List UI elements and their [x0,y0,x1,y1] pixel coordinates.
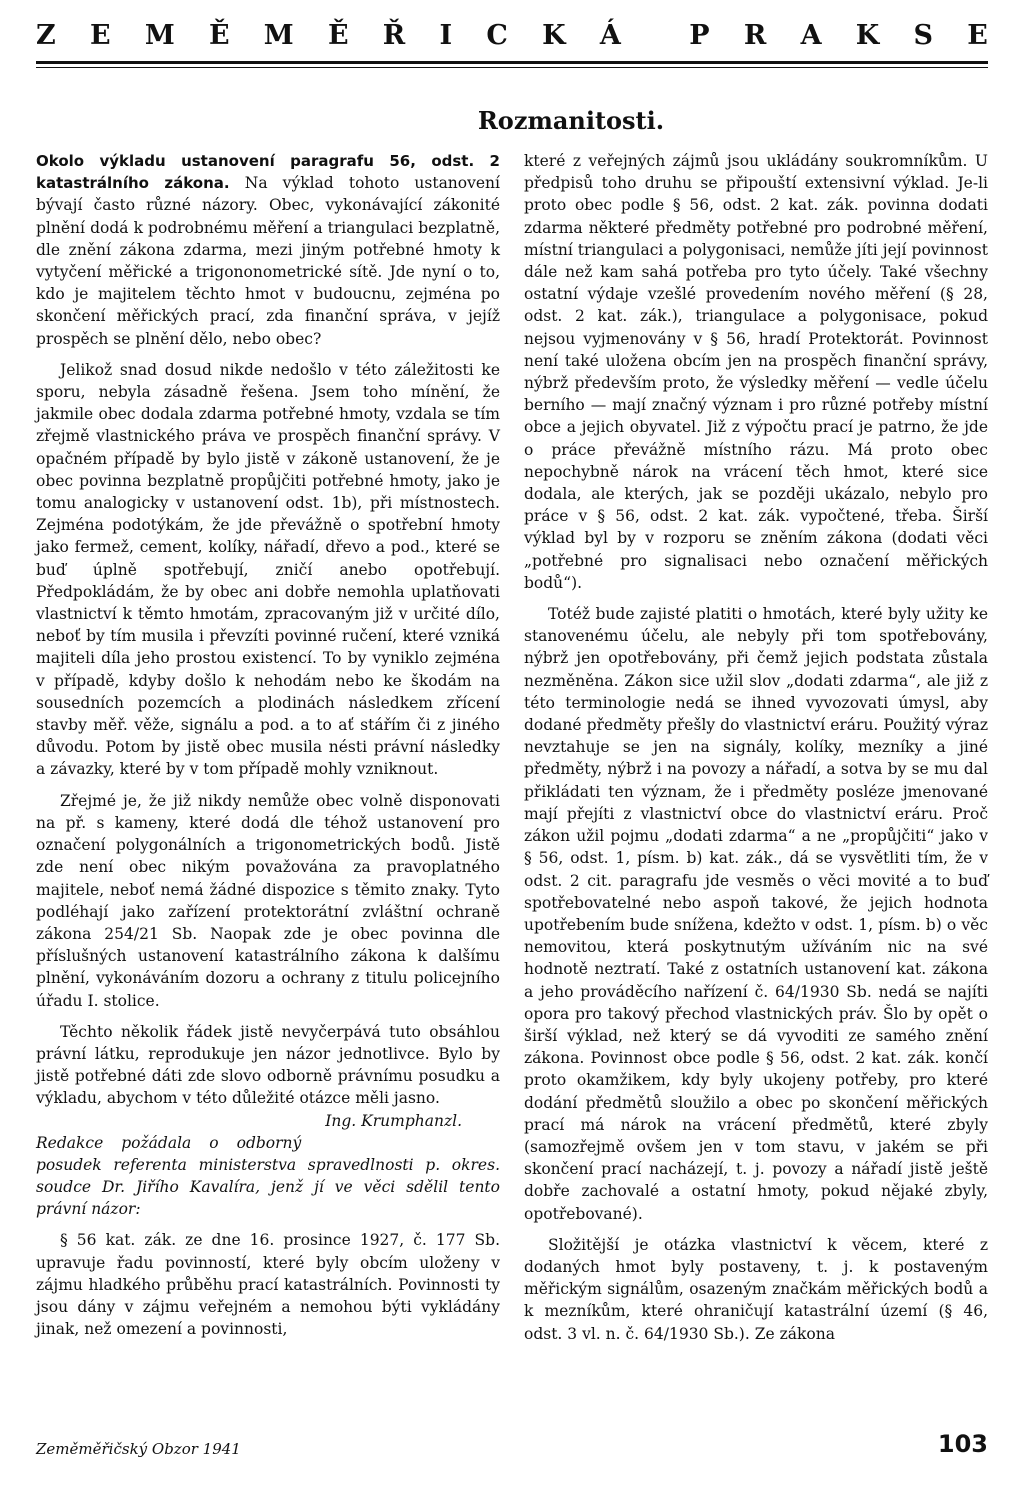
masthead-rule [36,61,988,64]
masthead-rule-thin [36,67,988,68]
right-column [524,150,988,1354]
paragraph: Totéž bude zajisté platiti o hmotách, které byly užity ke stanovenému účelu, ale nebyly při tom spotřebovány, nýbrž jen opotřebovány, při čemž jejich podstata zůstala nezměněna. Zákon sice užil slov „dodati zdarma“, ale již z této terminologie nedá se ihned vyvozovati úmysl, aby dodané předměty přešly do vlastnictví eráru. Použitý výraz nevztahuje se jen na signály, kolíky, mezníky a jiné předměty, nýbrž i na povozy a nářadí, a sotva by se mu dal přikládati ten význam, že i předměty posléze jmenované mají přejíti z vlastnictví obce do vlastnictví eráru. Proč zákon užil pojmu „dodati zdarma“ a ne „propůjčiti“ jako v § 56, odst. 1, písm. b) kat. zák., dá se vysvětliti tím, že v odst. 2 cit. paragrafu jde vesměs o věci movité a to buď spotřebovatelné nebo aspoň takové, že jejich hodnota upotřebením bude snížena, kdežto v odst. 1, písm. b) o věc nemovitou, která poskytnutým užíváním nic na své hodnotě neztratí. Také z ostatních ustanovení kat. zákona a jeho prováděcího nařízení č. 64/1930 Sb. nedá se najíti opora pro takový přechod vlastnických práv. Šlo by opět o širší výklad, než který se dá vyvoditi ze samého znění zákona. Povinnost obce podle § 56, odst. 2 kat. zák. končí proto okamžikem, kdy byly ukojeny potřeby, pro které dodání předmětů sloužilo a obec po skončení měřických prací má nárok na vrácení předmětů, které zbyly (samozřejmě ovšem jen v tom stavu, v jakém se při skončení prací nacházejí, t. j. povozy a nářadí jistě ještě dobře zachovalé a ostatní hmoty, pokud nějaké zbyly, opotřebované). [524,605,988,1223]
paragraph: Složitější je otázka vlastnictví k věcem, které z dodaných hmot byly postaveny, t. j. k postaveným měřickým signálům, osazeným značkám měřických bodů a k mezníkům, které ohraničují katastrální území (§ 46, odst. 3 vl. n. č. 64/1930 Sb.). Ze zákona [524,1235,988,1343]
masthead-letter: Á [599,19,621,51]
paragraph: § 56 kat. zák. ze dne 16. prosince 1927, č. 177 Sb. upravuje řadu povinností, které byly obcím uloženy v zájmu hladkého průběhu prací katastrálních. Povinnosti ty jsou dány v zájmu veřejném a nemohou býti vykládány jinak, než omezení a povinnosti, [36,1231,500,1339]
masthead-letter: K [855,19,880,51]
paragraph [36,150,500,350]
left-column [36,150,500,1349]
masthead-letter: A [800,19,822,51]
masthead-letter: M [263,19,294,51]
masthead-letter: S [913,19,933,51]
article-lead: Okolo výkladu ustanovení paragrafu 56, odst. 2 katastrálního zákona. [36,152,500,193]
masthead-letter: R [743,19,767,51]
editor-note: Redakce požádala o odborný posudek referenta ministerstva spravedlnosti p. okres. soudce Dr. Jiřího Kavalíra, jenž jí ve věci sdělil tento právní názor: [36,1133,500,1219]
masthead-letter: C [486,19,508,51]
masthead-letter: E [967,19,988,51]
paragraph-text: Těchto několik řádek jistě nevyčerpává tuto obsáhlou právní látku, reprodukuje jen názor jednotlivce. Bylo by jistě potřebné dáti zde slovo odborně právnímu posudku a výkladu, abychom v této důležité otázce měli jasno. [36,1022,500,1108]
masthead-letter: E [89,19,111,51]
masthead-letter: P [689,19,710,51]
paragraph-text: Na výklad tohoto ustanovení bývají často různé názory. Obec, vykonávající zákonité plnění dodá k podrobnému měření a triangulaci bezplatně, dle znění zákona zdarma, mezi jiným potřebné hmoty k vytyčení měřické a trigononometrické sítě. Jde nyní o to, kdo je majitelem těchto hmot v budoucnu, zejména po skončení měřických prací, zda finanční správa, v jejíž prospěch se plnění dělo, nebo obec? [36,174,500,348]
paragraph: Zřejmé je, že již nikdy nemůže obec volně disponovati na př. s kameny, které dodá dle téhož ustanovení pro označení polygonálních a trigonometrických bodů. Jistě zde není obec nikým považována za pravoplatného majitele, neboť nemá žádné dispozice s těmito znaky. Tyto podléhají jako zařízení protektorátní zvláštní ochraně zákona 254/21 Sb. Naopak zde je obec povinna dle příslušných ustanovení katastrálního zákona k dalšímu plnění, vykonáváním dozoru a ochrany z titulu policejního úřadu I. stolice. [36,791,500,1010]
masthead-letter: I [439,19,453,51]
masthead-letter: Ř [382,19,406,51]
masthead-letter: M [144,19,175,51]
section-title: Rozmanitosti. [477,106,665,135]
paragraph: které z veřejných zájmů jsou ukládány soukromníkům. U předpisů toho druhu se připouští extensivní výklad. Je-li proto obec podle § 56, odst. 2 kat. zák. povinna dodati zdarma některé předměty potřebné pro podrobné měření, místní triangulaci a polygonisaci, nemůže jíti její povinnost dále než kam sahá potřeba pro tyto účely. Také všechny ostatní výdaje vzešlé provedením nového měření (§ 28, odst. 2 kat. zák.), triangulace a polygonisace, pokud nejsou vyjmenovány v § 56, hradí Protektorát. Povinnost není také uložena obcím jen na prospěch finanční správy, nýbrž především proto, že výsledky měření — vedle účelu berního — mají značný význam i pro různé potřeby místní obce a jejich obyvatel. Již z výpočtu prací je patrno, že jde o práce převážně místního rázu. Má proto obec nepochybně nárok na vrácení těch hmot, které sice dodala, ale kterých, jak se později ukázalo, nebylo pro práce v § 56, odst. 2 kat. zák. vypočtené, třeba. Širší výklad byl by v rozporu se zněním zákona (dodati věci „potřebné pro signalisaci nebo označení měřických bodů“). [524,152,988,592]
paragraph [36,1021,500,1130]
masthead-letter: K [542,19,566,51]
masthead-letter: Z [36,19,56,51]
page-number: 103 [937,1430,988,1458]
masthead-letter: Ě [327,19,349,51]
masthead [36,18,988,52]
journal-name: Zeměměřičský Obzor 1941 [36,1440,241,1458]
paragraph: Jelikož snad dosud nikde nedošlo v této záležitosti ke sporu, nebyla zásadně řešena. Jsem toho mínění, že jakmile obec dodala zdarma potřebné hmoty, vzdala se tím zřejmě vlastnického práva ve prospěch finanční správy. V opačném případě by bylo jistě v zákoně ustanovení, že je obec povinna bezplatně propůjčiti potřebné hmoty, jako je tomu analogicky v ustanovení odst. 1b), při místnostech. Zejména podotýkám, že jde převážně o spotřební hmoty jako fermež, cement, kolíky, nářadí, dřevo a pod., které se buď úplně spotřebují, zničí anebo opotřebují. Předpokládám, že by obec ani dobře nemohla uplatňovati vlastnictví k těmto hmotám, zpracovaným již v určité dílo, neboť by tím musila i převzíti povinné ručení, které vzniká majiteli díla jeho prostou existencí. To by vyniklo zejména v případě, kdyby došlo k nehodám nebo ke škodám na sousedních pozemcích a plodinách následkem zřícení stavby měř. věže, signálu a pod. a to ať stářím či z jiného důvodu. Potom by jistě obec musila nésti právní následky a závazky, které by v tom případě mohly vzniknout. [36,360,500,779]
masthead-letter: Ě [208,19,230,51]
author-signature: Ing. Krumphanzl. [325,1111,462,1130]
